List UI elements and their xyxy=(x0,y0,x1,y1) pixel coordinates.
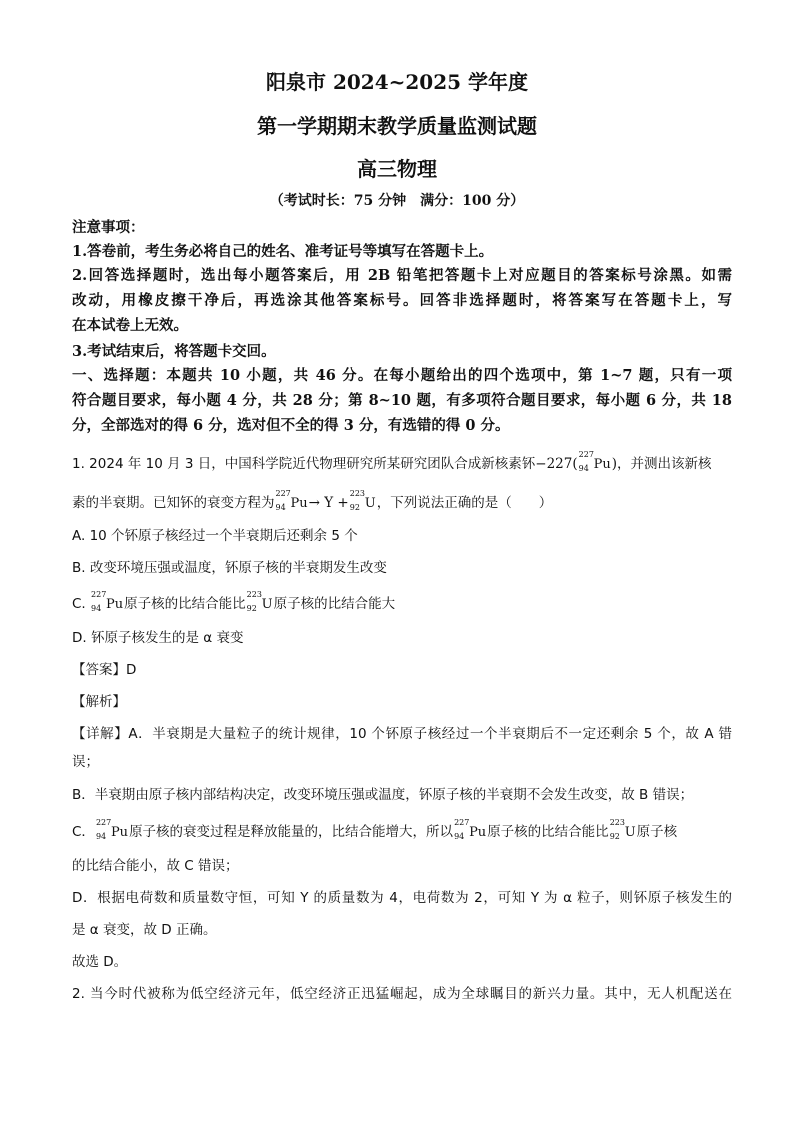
section-1-line-1: 一、选择题：本题共 10 小题，共 46 分。在每小题给出的四个选项中，第 1~7 题，只有一项 xyxy=(72,367,732,384)
q1-detail-c-line-1 xyxy=(72,820,732,840)
detail-c-mid: 原子核的衰变过程是释放能量的，比结合能增大，所以 xyxy=(129,824,454,840)
note-3: 3.考试结束后，将答题卡交回。 xyxy=(72,343,276,360)
nuclide-u: 223 92 U xyxy=(349,489,376,512)
paren-open: ( xyxy=(572,456,578,472)
detail-c-label: C． xyxy=(72,824,95,840)
q1-stem-b-start: 素的半衰期。已知钚的衰变方程为 xyxy=(72,495,275,511)
q1-detail-a-line-2: 误； xyxy=(72,754,99,770)
exam-info: （考试时长：75 分钟 满分：100 分） xyxy=(269,193,525,209)
section-1-line-2: 符合题目要求，每小题 4 分，共 28 分；第 8~10 题，有多项符合题目要求，每小题 6 分，共 18 xyxy=(72,392,732,409)
q1-detail-a-line-1: 【详解】A．半衰期是大量粒子的统计规律，10 个钚原子核经过一个半衰期后不一定还剩余 5 个，故 A 错 xyxy=(72,726,732,742)
q1-answer: 【答案】D xyxy=(72,662,137,678)
nuclide-u: 223 92 U xyxy=(609,818,636,841)
note-2-line-3: 在本试卷上无效。 xyxy=(72,317,188,334)
q1-detail-d-line-1: D．根据电荷数和质量数守恒，可知 Y 的质量数为 4，电荷数为 2，可知 Y 为 α 粒子，则钚原子核发生的 xyxy=(72,890,732,906)
q1-stem-b-end: ，下列说法正确的是（ ） xyxy=(376,495,553,511)
q1-analysis-heading: 【解析】 xyxy=(72,694,126,710)
nuclide-pu: 227 94 Pu xyxy=(95,818,129,841)
notes-heading: 注意事项： xyxy=(72,219,145,236)
q1-detail-c-line-2: 的比结合能小，故 C 错误； xyxy=(72,858,239,874)
option-c-mid: 原子核的比结合能比 xyxy=(124,596,246,612)
q1-option-d: D. 钚原子核发生的是 α 衰变 xyxy=(72,630,244,646)
q1-stem-text: 1. 2024 年 10 月 3 日，中国科学院近代物理研究所某研究团队合成新核素钚 xyxy=(72,456,536,472)
option-c-label: C. xyxy=(72,596,86,612)
title-line-1: 阳泉市 2024~2025 学年度 xyxy=(265,70,528,94)
note-2-line-2: 改动，用橡皮擦干净后，再选涂其他答案标号。回答非选择题时，将答案写在答题卡上，写 xyxy=(72,292,732,309)
nuclide-u: 223 92 U xyxy=(246,590,273,613)
detail-c-end: 原子核 xyxy=(636,824,678,840)
q1-detail-b: B．半衰期由原子核内部结构决定，改变环境压强或温度，钚原子核的半衰期不会发生改变，故 B 错误； xyxy=(72,787,694,803)
nuclide-pu: 227 94 Pu xyxy=(454,818,487,841)
nuclide-pu: 227 94 Pu xyxy=(578,450,611,473)
option-c-end: 原子核的比结合能大 xyxy=(273,596,396,612)
detail-c-mid2: 原子核的比结合能比 xyxy=(487,824,609,840)
q1-option-b: B. 改变环境压强或温度，钚原子核的半衰期发生改变 xyxy=(72,560,387,576)
title-line-3: 高三物理 xyxy=(357,157,437,181)
q2-stem-line-1: 2. 当今时代被称为低空经济元年，低空经济正迅猛崛起，成为全球瞩目的新兴力量。其中，无人机配送在 xyxy=(72,986,732,1002)
nuclide-pu: 227 94 Pu xyxy=(275,489,308,512)
q1-stem-expr: −227 xyxy=(535,456,573,472)
q1-detail-d-line-2: 是 α 衰变，故 D 正确。 xyxy=(72,922,217,938)
section-1-line-3: 分，全部选对的得 6 分，选对但不全的得 3 分，有选错的得 0 分。 xyxy=(72,417,510,434)
q1-option-c xyxy=(72,592,732,612)
q1-stem-line-2 xyxy=(72,491,732,511)
note-1: 1.答卷前，考生务必将自己的姓名、准考证号等填写在答题卡上。 xyxy=(72,243,494,260)
nuclide-pu: 227 94 Pu xyxy=(91,590,124,613)
q1-stem-end: ，并测出该新核 xyxy=(617,456,712,472)
q1-option-a: A. 10 个钚原子核经过一个半衰期后还剩余 5 个 xyxy=(72,528,358,544)
note-2-line-1: 2.回答选择题时，选出每小题答案后，用 2B 铅笔把答题卡上对应题目的答案标号涂黑。如需 xyxy=(72,267,732,284)
q1-choose: 故选 D。 xyxy=(72,954,128,970)
q1-stem-line-1 xyxy=(72,452,732,472)
paren-close: ) xyxy=(611,456,618,472)
decay-arrow: → Y + xyxy=(308,495,349,511)
title-line-2: 第一学期期末教学质量监测试题 xyxy=(257,114,537,138)
